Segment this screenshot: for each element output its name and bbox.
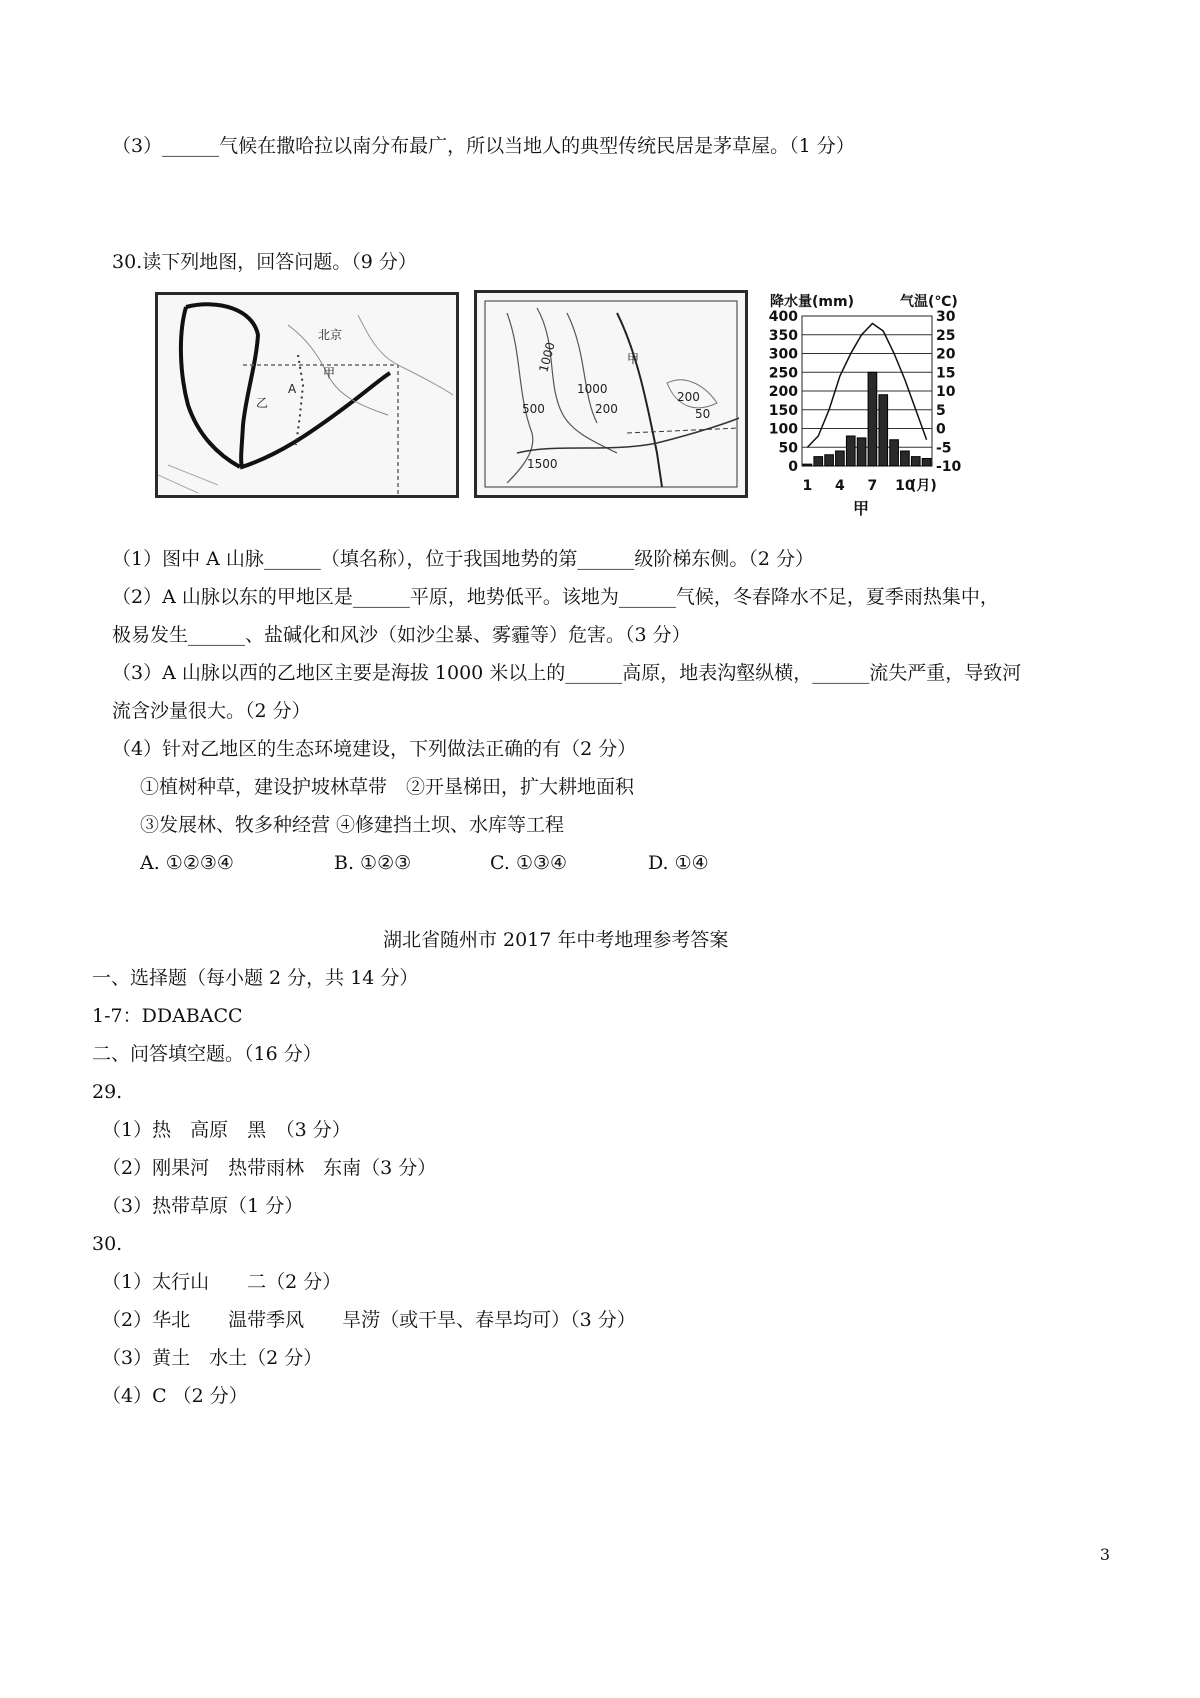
- answer-section-1: 一、选择题（每小题 2 分，共 14 分）: [92, 967, 419, 989]
- map1-label-a: A: [288, 382, 297, 396]
- map2-contour-7: 500: [522, 402, 545, 416]
- map2-contour-3: 200: [595, 402, 618, 416]
- right-tick-label: 15: [936, 365, 956, 382]
- precip-bar-9: [890, 440, 899, 466]
- right-tick-label: 25: [936, 327, 956, 344]
- chart-ylabel-right: 气温(℃): [900, 294, 958, 310]
- choice-b: B. ①②③: [334, 852, 412, 874]
- climate-chart-svg: [760, 290, 970, 530]
- right-tick-label: -10: [936, 459, 962, 475]
- precip-bar-12: [922, 459, 931, 467]
- right-tick-label: 0: [936, 421, 946, 438]
- chart-ylabel-left: 降水量(mm): [770, 294, 854, 310]
- answer-30-1: （1）太行山 二（2 分）: [102, 1271, 342, 1293]
- answer-29-2: （2）刚果河 热带雨林 东南（3 分）: [102, 1157, 437, 1179]
- q30-part4: （4）针对乙地区的生态环境建设，下列做法正确的有（2 分）: [112, 738, 637, 760]
- map2-contour-4: 50: [695, 407, 711, 421]
- answer-title: 湖北省随州市 2017 年中考地理参考答案: [383, 929, 729, 951]
- map1-label-beijing: 北京: [318, 328, 343, 342]
- precip-bar-3: [825, 455, 834, 466]
- left-tick-label: 350: [768, 327, 798, 344]
- q30-part4-options-2: ③发展林、牧多种经营 ④修建挡土坝、水库等工程: [140, 814, 565, 836]
- answer-30-4: （4）C （2 分）: [102, 1385, 248, 1407]
- answer-30-3: （3）黄土 水土（2 分）: [102, 1347, 323, 1369]
- right-tick-label: 5: [936, 402, 946, 419]
- precip-bar-2: [814, 457, 823, 466]
- choice-c: C. ①③④: [490, 852, 568, 874]
- map2-contour-5: 200: [677, 390, 700, 404]
- precip-bar-5: [846, 436, 855, 466]
- map2-label-jia: 甲: [627, 352, 640, 366]
- left-tick-label: 200: [768, 384, 798, 400]
- left-tick-label: 150: [768, 402, 798, 419]
- map-1-graphic: [158, 295, 456, 495]
- right-tick-label: 20: [936, 346, 956, 363]
- chart-x-unit: (月): [910, 478, 937, 494]
- answer-mc: 1-7：DDABACC: [92, 1005, 243, 1027]
- answer-section-2: 二、问答填空题。（16 分）: [92, 1043, 322, 1065]
- map-taihang-region: [155, 292, 459, 498]
- map2-contour-6: 1500: [527, 457, 558, 471]
- left-tick-label: 0: [788, 459, 798, 475]
- q30-part3-line2: 流含沙量很大。（2 分）: [112, 700, 311, 722]
- answer-29-1: （1）热 高原 黑 （3 分）: [102, 1119, 351, 1141]
- precip-bar-6: [857, 438, 866, 466]
- map-2-graphic: [477, 293, 745, 495]
- answer-30: 30.: [92, 1233, 123, 1255]
- precip-bar-1: [803, 464, 812, 466]
- precip-bar-8: [879, 395, 888, 466]
- right-tick-label: -5: [936, 440, 952, 457]
- left-tick-label: 50: [778, 440, 798, 457]
- q30-part2-line2: 极易发生______、盐碱化和风沙（如沙尘暴、雾霾等）危害。（3 分）: [112, 624, 691, 646]
- map2-contour-1: 1000: [536, 340, 558, 374]
- answer-29-3: （3）热带草原（1 分）: [102, 1195, 304, 1217]
- q30-part4-options-1: ①植树种草，建设护坡林草带 ②开垦梯田，扩大耕地面积: [140, 776, 635, 798]
- q30-title: 30.读下列地图，回答问题。（9 分）: [112, 251, 417, 273]
- left-tick-label: 300: [768, 346, 798, 363]
- x-tick-label: 1: [802, 478, 813, 494]
- right-tick-label: 30: [936, 309, 956, 325]
- climate-chart: [760, 290, 970, 530]
- chart-caption: 甲: [853, 499, 870, 518]
- q29-part3: （3）______气候在撒哈拉以南分布最广，所以当地人的典型传统民居是茅草屋。（1 分）: [112, 135, 855, 157]
- precip-bar-11: [911, 457, 920, 466]
- choice-a: A. ①②③④: [140, 852, 234, 874]
- q30-part1: （1）图中 A 山脉______（填名称），位于我国地势的第______级阶梯东侧。（2 分）: [112, 548, 815, 570]
- precip-bar-4: [836, 451, 845, 466]
- map1-label-yi: 乙: [256, 396, 269, 410]
- map-contour-region: [474, 290, 748, 498]
- x-tick-label: 7: [867, 478, 878, 494]
- answer-29: 29.: [92, 1081, 123, 1103]
- q30-part2-line1: （2）A 山脉以东的甲地区是______平原，地势低平。该地为______气候，冬春降水不足，夏季雨热集中，: [112, 586, 999, 608]
- right-tick-label: 10: [936, 384, 956, 400]
- left-tick-label: 400: [768, 309, 798, 325]
- map2-contour-2: 1000: [577, 382, 608, 396]
- precip-bar-10: [901, 451, 910, 466]
- q30-part3-line1: （3）A 山脉以西的乙地区主要是海拔 1000 米以上的______高原，地表沟壑纵横，______流失严重，导致河: [112, 662, 1022, 684]
- x-tick-label: 4: [835, 478, 845, 494]
- x-tick-label: 10: [895, 478, 915, 494]
- page-number: 3: [1099, 1545, 1110, 1564]
- choice-d: D. ①④: [648, 852, 709, 874]
- left-tick-label: 100: [768, 421, 798, 438]
- precip-bar-7: [868, 372, 877, 466]
- map1-label-jia: 甲: [323, 366, 336, 380]
- answer-30-2: （2）华北 温带季风 旱涝（或干旱、春旱均可）（3 分）: [102, 1309, 636, 1331]
- left-tick-label: 250: [768, 365, 798, 382]
